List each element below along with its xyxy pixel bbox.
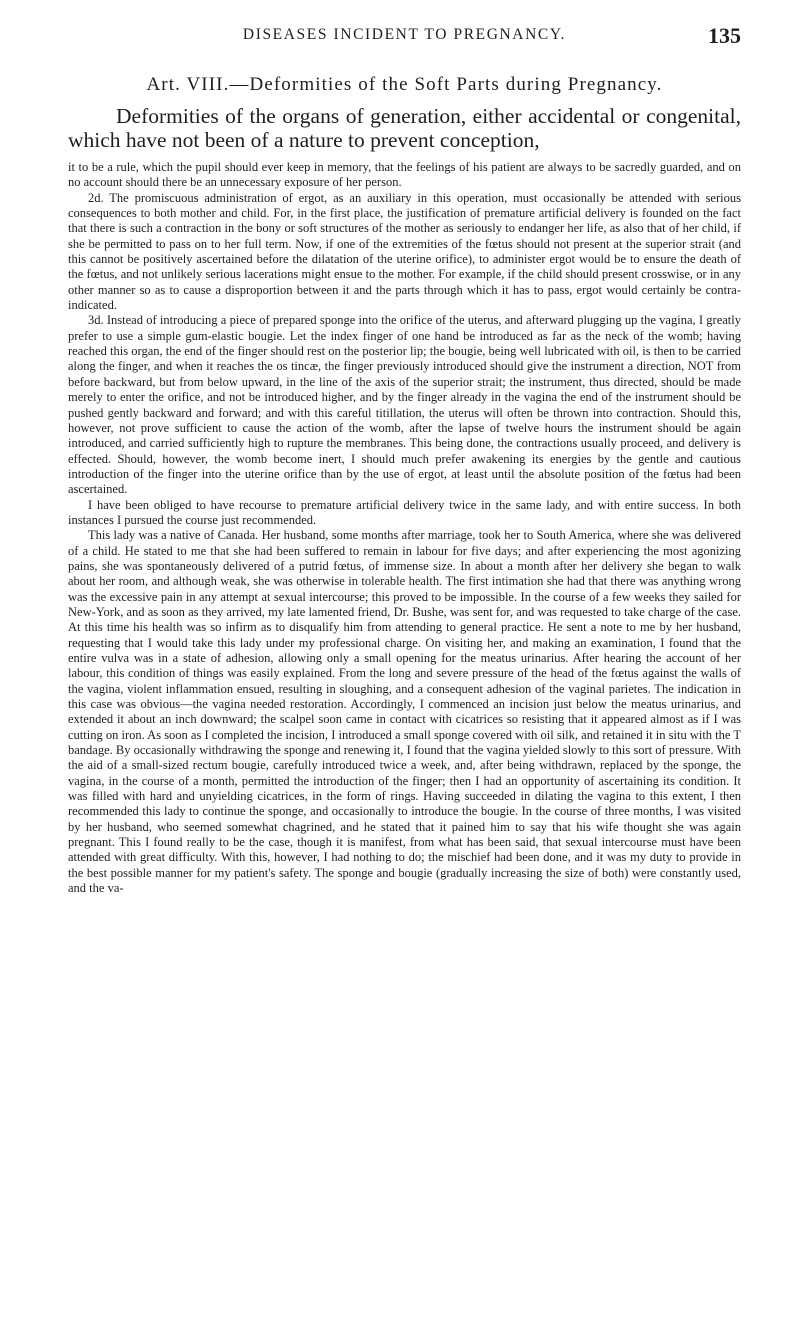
paragraph: I have been obliged to have recourse to premature artificial delivery twice in the same lady, and with entire success. In both instances I pursued the course just recommended.: [68, 497, 741, 527]
running-head-title: DISEASES INCIDENT TO PREGNANCY.: [242, 26, 567, 43]
running-head: [68, 23, 741, 52]
body-text: [68, 160, 741, 897]
section-heading: Art. VIII.—Deformities of the Soft Parts during Pregnancy.: [146, 74, 663, 95]
paragraph: This lady was a native of Canada. Her husband, some months after marriage, took her to South America, where she was delivered of a child. He stated to me that she had been suffered to remain in labour for five days; and after experiencing the most agonizing pains, she was spontaneously delivered of a putrid fœtus, of immense size. In about a month after her delivery she began to walk about her room, and although weak, she was otherwise in tolerable health. The first intimation she had that there was anything wrong was the excessive pain in any attempt at sexual intercourse; this proved to be impossible. In the course of a few weeks they sailed for New-York, and as soon as they arrived, my late lamented friend, Dr. Bushe, was sent for, and was requested to take charge of the case. At this time his health was so infirm as to disqualify him from attending to general practice. He sent a note to me by her husband, requesting that I would take this lady under my professional charge. On visiting her, and making an examination, I found that the entire vulva was in a state of adhesion, allowing only a small opening for the meatus urinarius. After hearing the account of her labour, this condition of things was easily explained. From the long and severe pressure of the head of the fœtus against the walls of the vagina, violent inflammation ensued, resulting in sloughing, and a consequent adhesion of the vaginal parietes. The indication in this case was obvious—the vagina needed restoration. Accordingly, I commenced an incision just below the meatus urinarius, and extended it about an inch downward; the scalpel soon came in contact with cicatrices so resisting that it appeared almost as if I was cutting on iron. As soon as I completed the incision, I introduced a small sponge covered with oil silk, and retained it in situ with the T bandage. By occasionally withdrawing the sponge and renewing it, I found that the vagina yielded slowly to this sort of pressure. With the aid of a small-sized rectum bougie, carefully introduced twice a week, and, after being withdrawn, replaced by the sponge, the vagina, in the course of a month, permitted the introduction of the finger; then I had an opportunity of ascertaining its condition. It was filled with hard and unyielding cicatrices, in the form of rings. Having succeeded in dilating the vagina to this extent, I then recommended this lady to continue the sponge, and occasionally to introduce the bougie. In the course of three months, I was visited by her husband, who seemed somewhat chagrined, and he stated that it pained him to say that his wife thought she was again pregnant. This I found really to be the case, though it is manifest, from what has been said, that sexual intercourse must have been attended with great difficulty. With this, however, I had nothing to do; the mischief had been done, and it was my duty to provide in the best possible manner for my patient's safety. The sponge and bougie (gradually increasing the size of both) were constantly used, and the va-: [68, 528, 741, 896]
page-number: 135: [708, 23, 741, 48]
lead-paragraph: Deformities of the organs of generation, either accidental or congenital, which have not been of a nature to prevent conception,: [68, 104, 741, 152]
section-lead: [68, 104, 741, 152]
paragraph: it to be a rule, which the pupil should ever keep in memory, that the feelings of his patient are always to be sacredly guarded, and on no account should there be an unnecessary exposure of her person.: [68, 160, 741, 190]
paragraph: 2d. The promiscuous administration of ergot, as an auxiliary in this operation, must occasionally be attended with serious consequences to both mother and child. For, in the first place, the justification of premature artificial delivery is founded on the fact that there is such a contraction in the bony or soft structures of the mother as seriously to endanger her life, as also that of her child, if she be permitted to pass on to her full term. Now, if one of the extremities of the fœtus should not present at the superior strait (and this cannot be positively ascertained before the dilatation of the uterine orifice), to administer ergot would be to ensure the death of the fœtus, and not unlikely serious lacerations might ensue to the mother. For example, if the child should present crosswise, or in any other manner so as to cause a disproportion between it and the parts through which it has to pass, ergot would certainly be contra-indicated.: [68, 190, 741, 313]
paragraph: 3d. Instead of introducing a piece of prepared sponge into the orifice of the uterus, and afterward plugging up the vagina, I greatly prefer to use a simple gum-elastic bougie. Let the index finger of one hand be introduced as far as the neck of the womb; having reached this organ, the end of the finger should rest on the posterior lip; the bougie, being well lubricated with oil, is then to be carried along the finger, and when it reaches the os tincæ, the finger previously introduced should give the instrument a direction, NOT from before backward, but from below upward, in the line of the axis of the superior strait; the instrument, thus directed, should be made merely to enter the orifice, and not be introduced higher, and by the finger already in the vagina the end of the instrument should be pushed gently backward and forward; and with this careful titillation, the uterus will often be thrown into contraction. Should this, however, not prove sufficient to cause the action of the womb, after the lapse of twelve hours the instrument should be again introduced, and carried sufficiently high to rupture the membranes. This being done, the contractions usually proceed, and delivery is effected. Should, however, the womb become inert, I should much prefer awakening its energies by the gentle and cautious introduction of the finger into the uterine orifice than by the use of ergot, at least until the absolute position of the fœtus had been ascertained.: [68, 313, 741, 497]
